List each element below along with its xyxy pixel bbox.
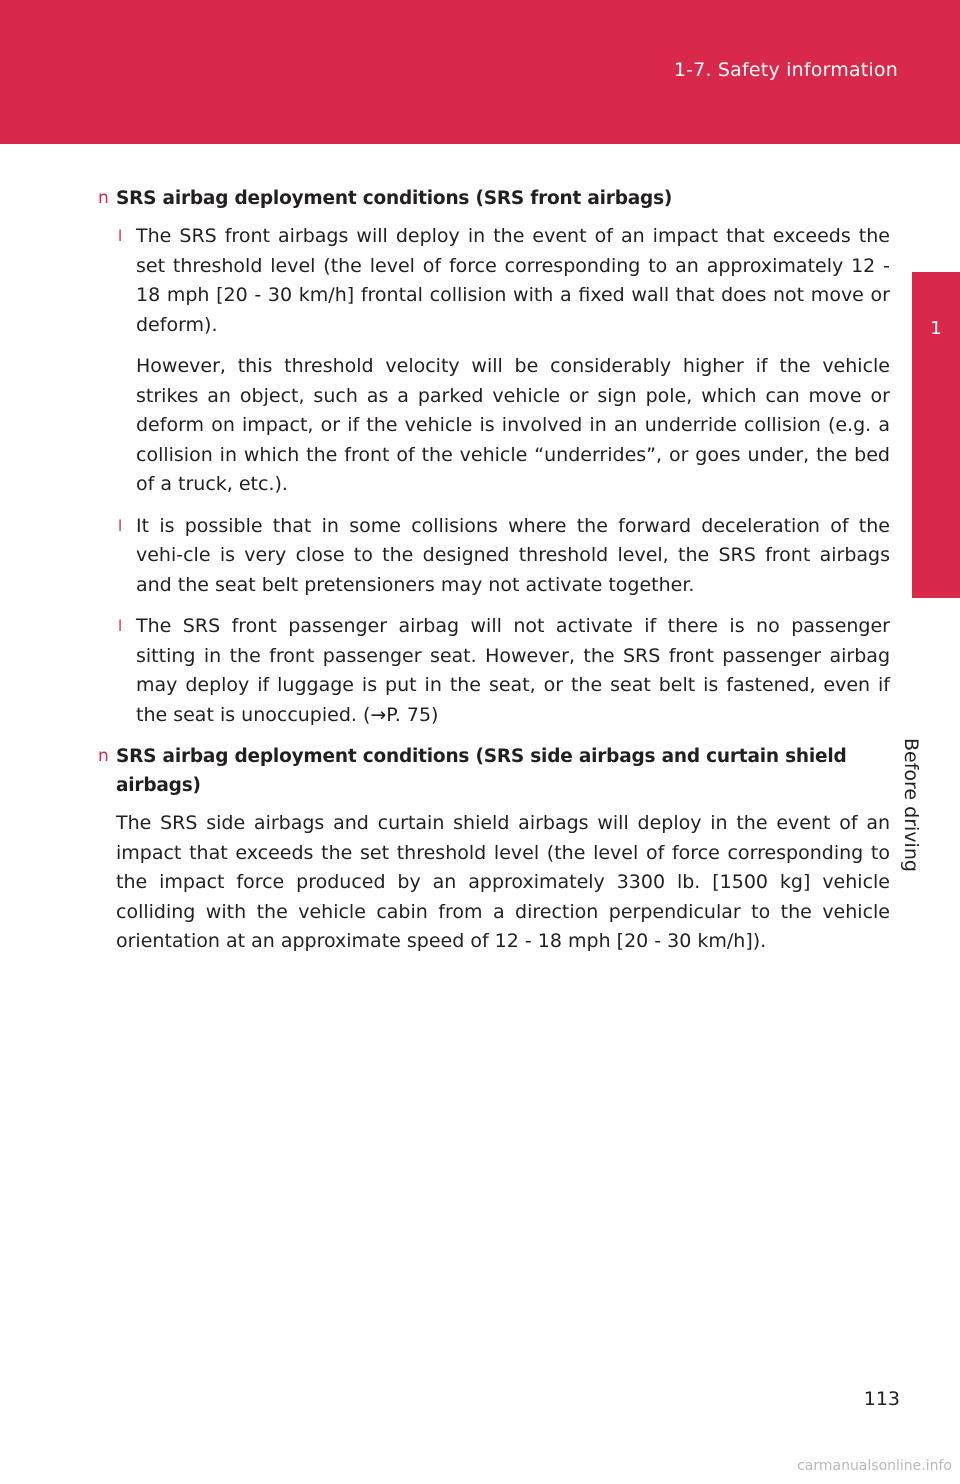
paragraph: However, this threshold velocity will be considerably higher if the vehicle strikes an object, such as a parked vehicle or sign pole, which can move or deform on impact, or if the vehicle is involved in an underride collision (e.g. a collision in which the front of the vehicle “underrides”, or goes under, the bed of a truck, etc.). xyxy=(136,355,890,495)
list-item-text: The SRS front airbags will deploy in the event of an impact that exceeds the set threshold level (the level of force corresponding to an approximately 12 - 18 mph [20 - 30 km/h] frontal collision with a fixed wall that does not move or deform). xyxy=(136,225,890,336)
list-item-text: The SRS front passenger airbag will not activate if there is no passenger sitting in the front passenger seat. However, the SRS front passenger airbag may deploy if luggage is put in the seat, or the seat belt is fastened, even if the seat is unoccupied. (→P. 75) xyxy=(136,615,890,726)
bullet-marker-icon: l xyxy=(118,617,123,635)
list-item-text: It is possible that in some collisions where the forward deceleration of the vehi-cle is very close to the designed threshold level, the SRS front airbags and the seat belt pretensioners may not activate together. xyxy=(136,514,890,596)
section-marker-icon: n xyxy=(98,746,109,766)
section-heading-side-airbags xyxy=(98,742,890,800)
header-band xyxy=(0,0,960,144)
chapter-label: Before driving xyxy=(900,738,922,872)
list-item xyxy=(98,612,890,730)
bullet-marker-icon: l xyxy=(118,227,123,245)
paragraph: The SRS side airbags and curtain shield airbags will deploy in the event of an impact that exceeds the set threshold level (the level of force corresponding to the impact force produced by an approximately 3300 lb. [1500 kg] vehicle colliding with the vehicle cabin from a direction perpendicular to the vehicle orientation at an approximate speed of 12 - 18 mph [20 - 30 km/h]). xyxy=(116,812,890,952)
section-title: 1-7. Safety information xyxy=(673,59,898,81)
chapter-number: 1 xyxy=(930,318,942,339)
section-marker-icon: n xyxy=(98,188,109,208)
section-heading-text: SRS airbag deployment conditions (SRS front airbags) xyxy=(116,188,673,209)
watermark: carmanualsonline.info xyxy=(797,1458,952,1474)
section-heading-front-airbags xyxy=(98,184,890,213)
page-number: 113 xyxy=(863,1388,900,1410)
section-heading-text: SRS airbag deployment conditions (SRS side airbags and curtain shield airbags) xyxy=(116,746,847,796)
bullet-marker-icon: l xyxy=(118,516,123,535)
chapter-tab[interactable] xyxy=(912,272,960,598)
list-item xyxy=(98,222,890,340)
main-content xyxy=(98,184,890,957)
list-item xyxy=(98,512,890,601)
